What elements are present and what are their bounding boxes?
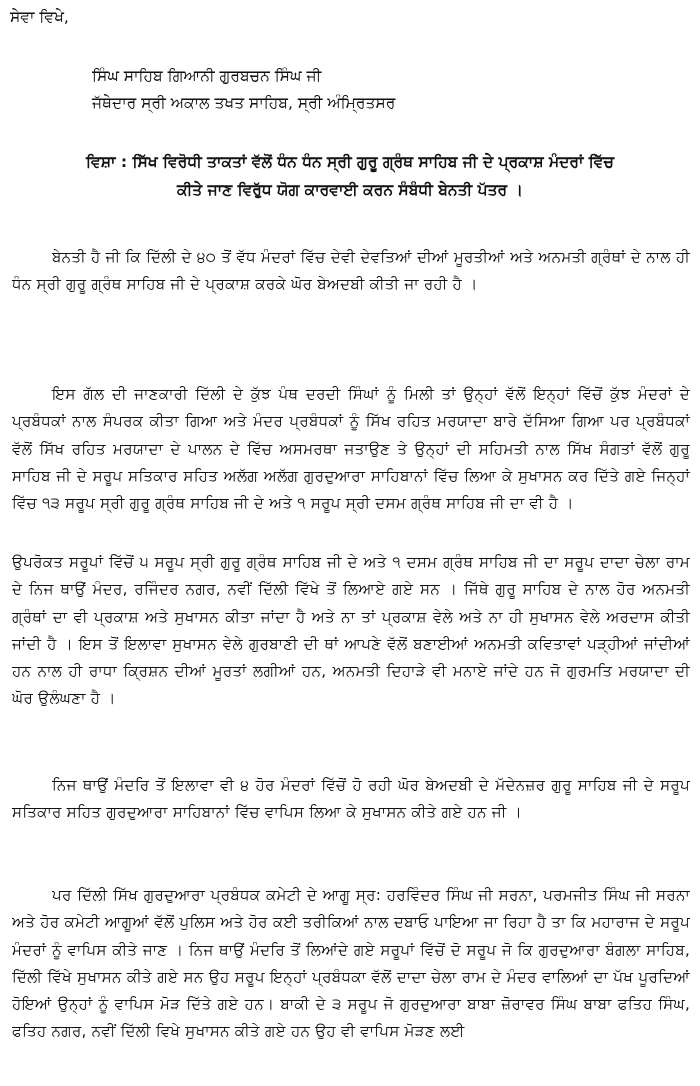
addressee-block [92,63,395,117]
paragraph-4: ਨਿਜ ਥਾਉਂ ਮੰਦਰਿ ਤੋਂ ਇਲਾਵਾ ਵੀ ੪ ਹੋਰ ਮੰਦਰਾਂ ਵਿੱਚੋਂ ਹੋ ਰਹੀ ਘੋਰ ਬੇਅਦਬੀ ਦੇ ਮੱਦੇਨਜ਼ਰ ਗੁਰੂ ਸਾਹਿਬ ਜੀ ਦੇ ਸਰੂਪ ਸਤਿਕਾਰ ਸਹਿਤ ਗੁਰਦੁਆਰਾ ਸਾਹਿਬਾਨਾਂ ਵਿੱਚ ਵਾਪਿਸ ਲਿਆ ਕੇ ਸੁਖਾਸਨ ਕੀਤੇ ਗਏ ਹਨ ਜੀ । [12,776,690,822]
paragraph-3: ਉਪਰੋਕਤ ਸਰੂਪਾਂ ਵਿੱਚੋਂ ੫ ਸਰੂਪ ਸ੍ਰੀ ਗੁਰੂ ਗ੍ਰੰਥ ਸਾਹਿਬ ਜੀ ਦੇ ਅਤੇ ੧ ਦਸਮ ਗ੍ਰੰਥ ਸਾਹਿਬ ਜੀ ਦਾ ਸਰੂਪ ਦਾਦਾ ਚੇਲਾ ਰਾਮ ਦੇ ਨਿਜ ਥਾਉਂ ਮੰਦਰ, ਰਜਿੰਦਰ ਨਗਰ, ਨਵੀਂ ਦਿੱਲੀ ਵਿੱਖੇ ਤੋਂ ਲਿਆਏ ਗਏ ਸਨ । ਜਿੱਥੇ ਗੁਰੂ ਸਾਹਿਬ ਦੇ ਨਾਲ ਹੋਰ ਅਨਮਤੀ ਗ੍ਰੰਥਾਂ ਦਾ ਵੀ ਪ੍ਰਕਾਸ਼ ਅਤੇ ਸੁਖਾਸਨ ਕੀਤਾ ਜਾਂਦਾ ਹੈ ਅਤੇ ਨਾ ਤਾਂ ਪ੍ਰਕਾਸ਼ ਵੇਲੇ ਅਤੇ ਨਾ ਹੀ ਸੁਖਾਸਨ ਵੇਲੇ ਅਰਦਾਸ ਕੀਤੀ ਜਾਂਦੀ ਹੈ । ਇਸ ਤੋਂ ਇਲਾਵਾ ਸੁਖਾਸਨ ਵੇਲੇ ਗੁਰਬਾਣੀ ਦੀ ਥਾਂ ਆਪਣੇ ਵੱਲੋਂ ਬਣਾਈਆਂ ਅਨਮਤੀ ਕਵਿਤਾਵਾਂ ਪੜ੍ਹੀਆਂ ਜਾਂਦੀਆਂ ਹਨ ਨਾਲ ਹੀ ਰਾਧਾ ਕ੍ਰਿਸ਼ਨ ਦੀਆਂ ਮੂਰਤਾਂ ਲਗੀਆਂ ਹਨ, ਅਨਮਤੀ ਦਿਹਾੜੇ ਵੀ ਮਨਾਏ ਜਾਂਦੇ ਹਨ ਜੋ ਗੁਰਮਤਿ ਮਰਯਾਦਾ ਦੀ ਘੋਰ ਉਲੰਘਣਾ ਹੈ । [12,553,690,708]
paragraph-5: ਪਰ ਦਿੱਲੀ ਸਿੱਖ ਗੁਰਦੁਆਰਾ ਪ੍ਰਬੰਧਕ ਕਮੇਟੀ ਦੇ ਆਗੂ ਸ੍ਰ: ਹਰਵਿੰਦਰ ਸਿੰਘ ਜੀ ਸਰਨਾ, ਪਰਮਜੀਤ ਸਿੰਘ ਜੀ ਸਰਨਾ ਅਤੇ ਹੋਰ ਕਮੇਟੀ ਆਗੂਆਂ ਵੱਲੋਂ ਪੁਲਿਸ ਅਤੇ ਹੋਰ ਕਈ ਤਰੀਕਿਆਂ ਨਾਲ ਦਬਾਓ ਪਾਇਆ ਜਾ ਰਿਹਾ ਹੈ ਤਾ ਕਿ ਮਹਾਰਾਜ ਦੇ ਸਰੂਪ ਮੰਦਰਾਂ ਨੂੰ ਵਾਪਿਸ ਕੀਤੇ ਜਾਣ । ਨਿਜ ਥਾਉਂ ਮੰਦਰਿ ਤੋਂ ਲਿਆਂਦੇ ਗਏ ਸਰੂਪਾਂ ਵਿੱਚੋਂ ਦੋ ਸਰੂਪ ਜੋ ਕਿ ਗੁਰਦੁਆਰਾ ਬੰਗਲਾ ਸਾਹਿਬ, ਦਿੱਲੀ ਵਿੱਖੇ ਸੁਖਾਸਨ ਕੀਤੇ ਗਏ ਸਨ ਉਹ ਸਰੂਪ ਇਨ੍ਹਾਂ ਪ੍ਰਬੰਧਕਾ ਵੱਲੋਂ ਦਾਦਾ ਚੇਲਾ ਰਾਮ ਦੇ ਮੰਦਰ ਵਾਲਿਆਂ ਦਾ ਪੱਖ ਪੂਰਦਿਆਂ ਹੋਇਆਂ ਉਨ੍ਹਾਂ ਨੂੰ ਵਾਪਿਸ ਮੋੜ ਦਿੱਤੇ ਗਏ ਹਨ। ਬਾਕੀ ਦੇ ੩ ਸਰੂਪ ਜੋ ਗੁਰਦੁਆਰਾ ਬਾਬਾ ਜ਼ੋਰਾਵਰ ਸਿੰਘ ਬਾਬਾ ਫਤਿਹ ਸਿੰਘ, ਫਤਿਹ ਨਗਰ, ਨਵੀਂ ਦਿੱਲੀ ਵਿਖੇ ਸੁਖਾਸਨ ਕੀਤੇ ਗਏ ਹਨ ਉਹ ਵੀ ਵਾਪਿਸ ਮੋੜਣ ਲਈ [12,886,690,1041]
subject-heading [14,148,686,204]
salutation: ਸੇਵਾ ਵਿਖੇ, [10,8,69,26]
addressee-title: ਜੱਥੇਦਾਰ ਸ੍ਰੀ ਅਕਾਲ ਤਖਤ ਸਾਹਿਬ, ਸ੍ਰੀ ਅੰਮ੍ਰਿਤਸਰ [92,94,396,112]
subject-line-2: ਕੀਤੇ ਜਾਣ ਵਿਰੁੱਧ ਯੋਗ ਕਾਰਵਾਈ ਕਰਨ ਸੰਬੰਧੀ ਬੇਨਤੀ ਪੱਤਰ । [177,181,523,199]
subject-line-1: ਵਿਸ਼ਾ : ਸਿੱਖ ਵਿਰੋਧੀ ਤਾਕਤਾਂ ਵੱਲੋਂ ਧੰਨ ਧੰਨ ਸ੍ਰੀ ਗੁਰੂ ਗ੍ਰੰਥ ਸਾਹਿਬ ਜੀ ਦੇ ਪ੍ਰਕਾਸ਼ ਮੰਦਰਾਂ ਵਿੱਚ [86,153,614,171]
paragraph-2: ਇਸ ਗੱਲ ਦੀ ਜਾਣਕਾਰੀ ਦਿੱਲੀ ਦੇ ਕੁੱਝ ਪੰਥ ਦਰਦੀ ਸਿੰਘਾਂ ਨੂੰ ਮਿਲੀ ਤਾਂ ਉਨ੍ਹਾਂ ਵੱਲੋਂ ਇਨ੍ਹਾਂ ਵਿੱਚੋਂ ਕੁੱਝ ਮੰਦਰਾਂ ਦੇ ਪ੍ਰਬੰਧਕਾਂ ਨਾਲ ਸੰਪਰਕ ਕੀਤਾ ਗਿਆ ਅਤੇ ਮੰਦਰ ਪ੍ਰਬੰਧਕਾਂ ਨੂੰ ਸਿੱਖ ਰਹਿਤ ਮਰਯਾਦਾ ਬਾਰੇ ਦੱਸਿਆ ਗਿਆ ਪਰ ਪ੍ਰਬੰਧਕਾਂ ਵੱਲੋਂ ਸਿੱਖ ਰਹਿਤ ਮਰਯਾਦਾ ਦੇ ਪਾਲਨ ਦੇ ਵਿੱਚ ਅਸਮਰਥਾ ਜਤਾਉਣ ਤੇ ਉਨ੍ਹਾਂ ਦੀ ਸਹਿਮਤੀ ਨਾਲ ਸਿੱਖ ਸੰਗਤਾਂ ਵੱਲੋਂ ਗੁਰੂ ਸਾਹਿਬ ਜੀ ਦੇ ਸਰੂਪ ਸਤਿਕਾਰ ਸਹਿਤ ਅਲੱਗ ਅਲੱਗ ਗੁਰਦੁਆਰਾ ਸਾਹਿਬਾਨਾਂ ਵਿੱਚ ਲਿਆ ਕੇ ਸੁਖਾਸਨ ਕਰ ਦਿੱਤੇ ਗਏ ਜਿਨ੍ਹਾਂ ਵਿੱਚ ੧੩ ਸਰੂਪ ਸ੍ਰੀ ਗੁਰੂ ਗ੍ਰੰਥ ਸਾਹਿਬ ਜੀ ਦੇ ਅਤੇ ੧ ਸਰੂਪ ਸ੍ਰੀ ਦਸਮ ਗ੍ਰੰਥ ਸਾਹਿਬ ਜੀ ਦਾ ਵੀ ਹੈ । [12,385,690,512]
addressee-name: ਸਿੰਘ ਸਾਹਿਬ ਗਿਆਨੀ ਗੁਰਬਚਨ ਸਿੰਘ ਜੀ [92,67,322,85]
paragraph-1: ਬੇਨਤੀ ਹੈ ਜੀ ਕਿ ਦਿੱਲੀ ਦੇ ੪੦ ਤੋਂ ਵੱਧ ਮੰਦਰਾਂ ਵਿੱਚ ਦੇਵੀ ਦੇਵਤਿਆਂ ਦੀਆਂ ਮੂਰਤੀਆਂ ਅਤੇ ਅਨਮਤੀ ਗ੍ਰੰਥਾਂ ਦੇ ਨਾਲ ਹੀ ਧੰਨ ਸ੍ਰੀ ਗੁਰੂ ਗ੍ਰੰਥ ਸਾਹਿਬ ਜੀ ਦੇ ਪ੍ਰਕਾਸ਼ ਕਰਕੇ ਘੋਰ ਬੇਅਦਬੀ ਕੀਤੀ ਜਾ ਰਹੀ ਹੈ । [12,248,690,294]
